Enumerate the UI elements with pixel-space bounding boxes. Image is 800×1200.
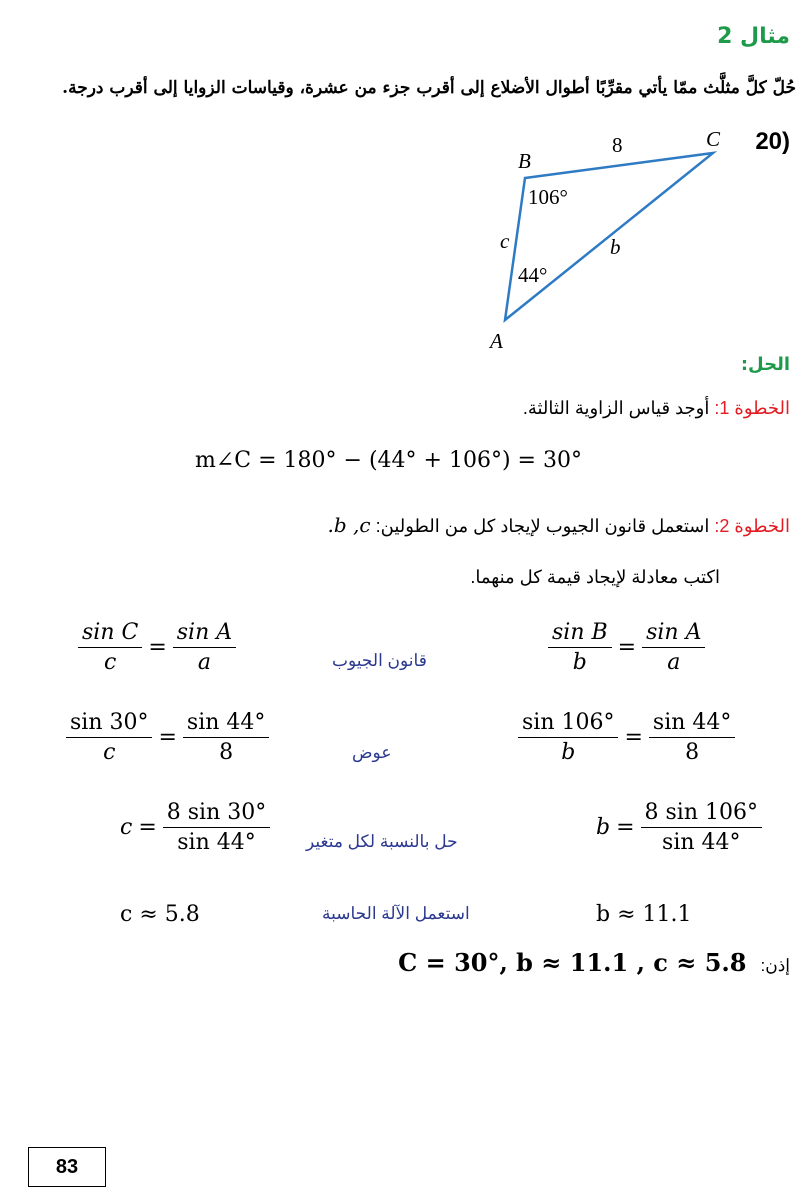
vertex-c-label: C xyxy=(706,127,721,151)
law-label: قانون الجيوب xyxy=(332,651,427,670)
triangle-diagram xyxy=(470,120,750,360)
side-c-label: c xyxy=(500,229,510,253)
step-1-name: الخطوة 1: xyxy=(714,398,790,418)
final-label: إذن: xyxy=(760,956,790,975)
calculator-left-result: c ≈ 5.8 xyxy=(120,902,200,927)
final-answer xyxy=(398,948,790,977)
substitute-label: عوض xyxy=(352,743,392,762)
step-2-name: الخطوة 2: xyxy=(714,516,790,536)
triangle-shape xyxy=(505,153,713,320)
side-b-label: b xyxy=(610,235,621,259)
step-1-text: أوجد قياس الزاوية الثالثة. xyxy=(522,398,715,418)
step-2-vars: b ,c. xyxy=(327,513,371,537)
angle-b-label: 106° xyxy=(528,185,568,209)
page-number: 83 xyxy=(28,1147,106,1187)
final-math: C = 30°, b ≈ 11.1 , c ≈ 5.8 xyxy=(398,948,747,977)
vertex-a-label: A xyxy=(490,329,503,353)
solve-left-equation: c = $\frac{8 \sin 30^\circ}{\sin 44^\circ}$ xyxy=(120,800,270,855)
step-1-equation: m∠C = 180° − (44° + 106°) = 30° xyxy=(195,448,582,473)
side-a-label: 8 xyxy=(612,133,623,157)
vertex-b-label: B xyxy=(518,149,531,173)
problem-number: 20) xyxy=(755,128,790,155)
calculator-right-result: b ≈ 11.1 xyxy=(596,902,692,927)
step-2 xyxy=(328,513,790,537)
substitute-left-equation: $\frac{\sin 30^\circ}{c}$ = $\frac{\sin 44^\circ}{8}$ xyxy=(66,710,269,765)
solution-label: الحل: xyxy=(740,354,790,375)
calculator-label: استعمل الآلة الحاسبة xyxy=(322,904,470,923)
solve-right-equation: b = $\frac{8 \sin 106^\circ}{\sin 44^\circ}$ xyxy=(596,800,762,855)
law-right-equation: $\frac{\text{sin B}}{b}$ = $\frac{\text{sin A}}{a}$ xyxy=(548,620,705,675)
example-title: مثال 2 xyxy=(717,24,790,49)
law-left-equation: $\frac{\text{sin C}}{c}$ = $\frac{\text{sin A}}{a}$ xyxy=(78,620,236,675)
solve-label: حل بالنسبة لكل متغير xyxy=(306,832,458,851)
problem-instruction: حُلّ كلَّ مثلَّث ممّا يأتي مقرِّبًا أطوال الأضلاع إلى أقرب جزء من عشرة، وقياسات الزوايا إلى أقرب درجة. xyxy=(62,78,796,98)
step-2-text: استعمل قانون الجيوب لإيجاد كل من الطولين: xyxy=(370,516,715,536)
substitute-right-equation: $\frac{\sin 106^\circ}{b}$ = $\frac{\sin 44^\circ}{8}$ xyxy=(518,710,735,765)
angle-a-label: 44° xyxy=(518,263,548,287)
step-1 xyxy=(523,398,790,419)
step-2-subtext: اكتب معادلة لإيجاد قيمة كل منهما. xyxy=(470,567,720,587)
